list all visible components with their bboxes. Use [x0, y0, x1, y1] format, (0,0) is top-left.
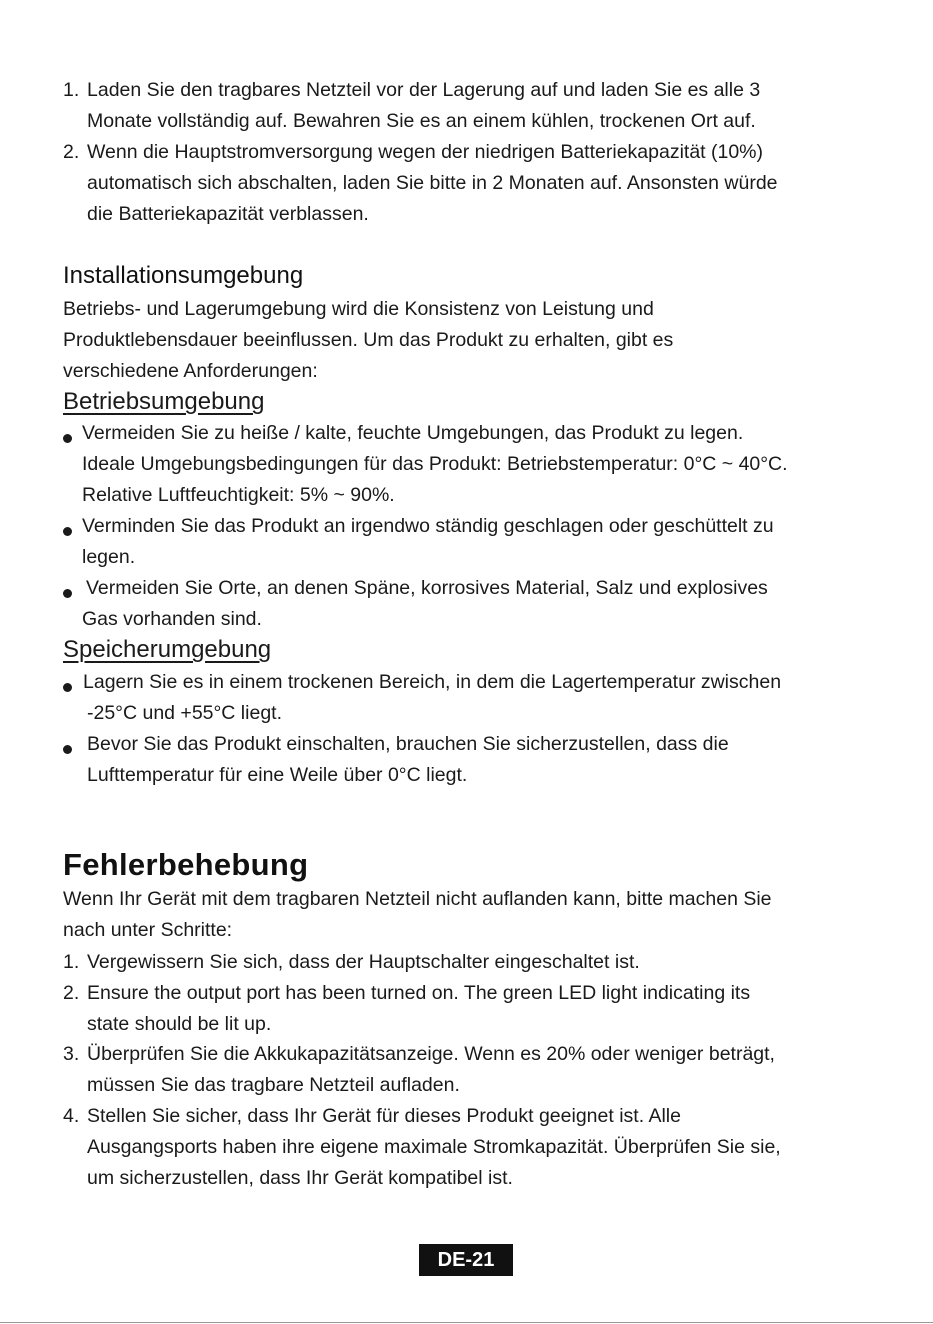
bullet-dot [63, 683, 72, 692]
bullet-dot [63, 434, 72, 443]
storage-note-2-line-3: die Batteriekapazität verblassen. [87, 203, 369, 225]
storage-bullet-1-line-1: Lagern Sie es in einem trockenen Bereich, in dem die Lagertemperatur zwischen [83, 671, 782, 693]
step-3-number: 3. [63, 1043, 80, 1065]
storage-bullet-1-line-2: -25°C und +55°C liegt. [87, 702, 282, 724]
installation-intro-line-2: Produktlebensdauer beeinflussen. Um das Produkt zu erhalten, gibt es [63, 329, 674, 351]
step-4-number: 4. [63, 1105, 80, 1127]
installation-intro-line-1: Betriebs- und Lagerumgebung wird die Konsistenz von Leistung und [63, 298, 654, 320]
operating-environment-heading: Betriebsumgebung [63, 388, 265, 415]
bullet-dot [63, 589, 72, 598]
step-2-line-2: state should be lit up. [87, 1013, 272, 1035]
step-3-line-2: müssen Sie das tragbare Netzteil aufladen. [87, 1074, 460, 1096]
step-2-line-1: Ensure the output port has been turned on. The green LED light indicating its [87, 982, 751, 1004]
storage-note-2-line-1: Wenn die Hauptstromversorgung wegen der niedrigen Batteriekapazität (10%) [87, 141, 764, 163]
step-4-line-3: um sicherzustellen, dass Ihr Gerät kompatibel ist. [87, 1167, 513, 1189]
troubleshooting-heading: Fehlerbehebung [63, 847, 309, 882]
storage-environment-heading: Speicherumgebung [63, 636, 272, 663]
storage-bullet-2-line-1: Bevor Sie das Produkt einschalten, brauchen Sie sicherzustellen, dass die [87, 733, 729, 755]
storage-bullet-2-line-2: Lufttemperatur für eine Weile über 0°C liegt. [87, 764, 468, 786]
operating-bullet-2-line-2: legen. [82, 546, 136, 568]
operating-bullet-2-line-1: Verminden Sie das Produkt an irgendwo ständig geschlagen oder geschüttelt zu [82, 515, 774, 537]
step-3-line-1: Überprüfen Sie die Akkukapazitätsanzeige. Wenn es 20% oder weniger beträgt, [87, 1043, 775, 1065]
operating-bullet-1-line-3: Relative Luftfeuchtigkeit: 5% ~ 90%. [82, 484, 395, 506]
storage-note-1-number: 1. [63, 79, 80, 101]
troubleshooting-intro-line-1: Wenn Ihr Gerät mit dem tragbaren Netzteil nicht auflanden kann, bitte machen Sie [63, 888, 772, 910]
operating-bullet-3-line-2: Gas vorhanden sind. [82, 608, 262, 630]
storage-note-2-line-2: automatisch sich abschalten, laden Sie bitte in 2 Monaten auf. Ansonsten würde [87, 172, 778, 194]
bullet-dot [63, 745, 72, 754]
storage-note-2-number: 2. [63, 141, 80, 163]
storage-note-1-line-1: Laden Sie den tragbares Netzteil vor der Lagerung auf und laden Sie es alle 3 [87, 79, 761, 101]
step-4-line-2: Ausgangsports haben ihre eigene maximale Stromkapazität. Überprüfen Sie sie, [87, 1136, 781, 1158]
page-number-badge: DE-21 [419, 1244, 513, 1276]
storage-note-1-line-2: Monate vollständig auf. Bewahren Sie es an einem kühlen, trockenen Ort auf. [87, 110, 756, 132]
operating-bullet-1-line-2: Ideale Umgebungsbedingungen für das Produkt: Betriebstemperatur: 0°C ~ 40°C. [82, 453, 788, 475]
installation-intro-line-3: verschiedene Anforderungen: [63, 360, 318, 382]
operating-bullet-3-line-1: Vermeiden Sie Orte, an denen Späne, korrosives Material, Salz und explosives [86, 577, 768, 599]
bullet-dot [63, 527, 72, 536]
troubleshooting-intro-line-2: nach unter Schritte: [63, 919, 233, 941]
step-4-line-1: Stellen Sie sicher, dass Ihr Gerät für dieses Produkt geeignet ist. Alle [87, 1105, 681, 1127]
bottom-divider [0, 1322, 933, 1323]
installation-heading: Installationsumgebung [63, 262, 304, 289]
step-2-number: 2. [63, 982, 80, 1004]
step-1-number: 1. [63, 951, 80, 973]
step-1-line-1: Vergewissern Sie sich, dass der Hauptschalter eingeschaltet ist. [87, 951, 640, 973]
operating-bullet-1-line-1: Vermeiden Sie zu heiße / kalte, feuchte Umgebungen, das Produkt zu legen. [82, 422, 744, 444]
